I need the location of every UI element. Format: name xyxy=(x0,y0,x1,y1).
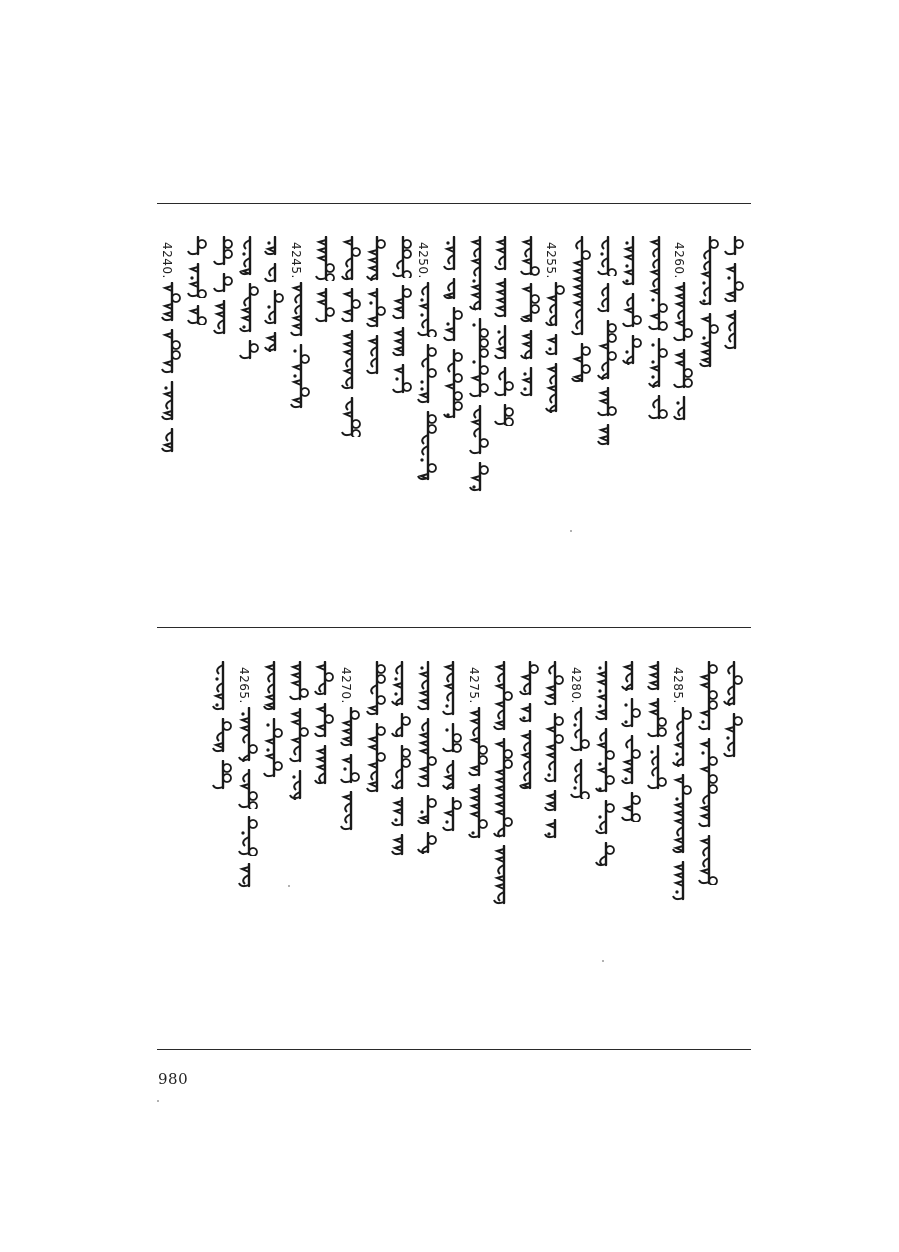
scan-speck xyxy=(602,960,604,962)
top-rule xyxy=(157,203,751,204)
mongolian-script-word xyxy=(416,411,438,481)
mongolian-script-word xyxy=(391,285,413,320)
mongolian-script-word xyxy=(569,707,591,752)
mongolian-script-word xyxy=(672,349,694,389)
mongolian-script-word xyxy=(468,405,490,455)
line-number: 4245. xyxy=(289,242,303,279)
mongolian-script-word xyxy=(416,832,438,854)
mongolian-script-word xyxy=(340,236,362,281)
text-column xyxy=(289,230,313,610)
mongolian-script-word xyxy=(186,305,208,325)
mongolian-script-word xyxy=(442,278,464,300)
mongolian-script-word xyxy=(160,428,182,453)
mongolian-script-word xyxy=(390,797,412,827)
text-column xyxy=(288,655,312,1035)
text-column xyxy=(569,655,593,1035)
mongolian-script-word xyxy=(186,236,208,256)
text-column xyxy=(212,230,236,610)
mongolian-script-word xyxy=(518,661,540,696)
mongolian-script-word xyxy=(543,819,565,839)
mongolian-script-word xyxy=(620,661,642,691)
mongolian-script-word xyxy=(289,282,311,337)
mongolian-script-word xyxy=(620,735,642,785)
mongolian-script-word xyxy=(212,300,234,335)
mongolian-script-word xyxy=(646,661,668,691)
text-column xyxy=(416,230,440,610)
line-number: 4240. xyxy=(160,242,174,279)
line-number: 4280. xyxy=(569,667,583,704)
mongolian-script-word xyxy=(441,723,463,753)
page-number: 980 xyxy=(158,1070,189,1088)
mongolian-script-word xyxy=(390,713,412,738)
mongolian-script-word xyxy=(238,340,260,360)
mongolian-script-word xyxy=(722,661,744,706)
mongolian-script-word xyxy=(442,349,464,419)
mongolian-script-word xyxy=(238,236,260,276)
mongolian-script-word xyxy=(570,343,592,383)
mongolian-script-word xyxy=(493,404,515,426)
text-column xyxy=(442,230,466,610)
mongolian-script-word xyxy=(313,661,335,696)
mongolian-script-word xyxy=(340,330,362,390)
mongolian-script-word xyxy=(646,698,668,738)
mongolian-script-word xyxy=(518,703,540,723)
text-column xyxy=(313,655,337,1035)
mongolian-script-word xyxy=(365,723,387,793)
mongolian-script-word xyxy=(339,791,361,831)
mongolian-script-word xyxy=(390,745,412,790)
text-column xyxy=(519,230,543,610)
mongolian-script-word xyxy=(723,263,745,303)
lower-verse-block xyxy=(157,655,751,1045)
text-column xyxy=(365,230,389,610)
text-column xyxy=(596,230,620,610)
mongolian-script-word xyxy=(339,754,361,784)
mongolian-script-word xyxy=(519,367,541,397)
mongolian-script-word xyxy=(238,283,260,333)
mongolian-script-word xyxy=(492,661,514,731)
mongolian-script-word xyxy=(365,335,387,375)
text-column xyxy=(262,655,286,1035)
mongolian-script-word xyxy=(263,332,285,352)
mongolian-script-word xyxy=(237,863,259,888)
line-number: 4265. xyxy=(237,667,251,704)
mongolian-script-word xyxy=(416,718,438,788)
text-column xyxy=(441,655,465,1035)
mongolian-script-word xyxy=(544,282,566,327)
mongolian-script-word xyxy=(263,290,285,325)
mongolian-script-word xyxy=(211,718,233,753)
mongolian-script-word xyxy=(594,800,616,835)
mongolian-script-word xyxy=(416,661,438,711)
text-column xyxy=(698,230,722,610)
text-column xyxy=(160,230,184,610)
mongolian-script-word xyxy=(518,730,540,790)
line-number: 4270. xyxy=(339,667,353,704)
text-column xyxy=(570,230,594,610)
mongolian-script-word xyxy=(672,396,694,421)
mongolian-script-word xyxy=(723,310,745,350)
text-column xyxy=(314,230,338,610)
mongolian-script-word xyxy=(237,769,259,809)
mongolian-script-word xyxy=(212,236,234,266)
line-number: 4255. xyxy=(544,242,558,279)
mongolian-script-word xyxy=(390,834,412,856)
middle-rule xyxy=(157,627,751,628)
mongolian-script-word xyxy=(442,307,464,342)
text-column xyxy=(543,655,567,1035)
text-column xyxy=(594,655,618,1035)
mongolian-script-word xyxy=(441,797,463,832)
text-column xyxy=(211,655,235,1035)
mongolian-script-word xyxy=(313,703,335,738)
text-column xyxy=(722,655,746,1035)
text-column xyxy=(467,655,491,1035)
mongolian-script-word xyxy=(594,728,616,793)
mongolian-script-word xyxy=(671,707,693,767)
mongolian-script-word xyxy=(722,713,744,758)
mongolian-script-word xyxy=(672,282,694,342)
text-column xyxy=(365,655,389,1035)
mongolian-script-word xyxy=(416,344,438,404)
mongolian-script-word xyxy=(723,236,745,256)
mongolian-script-word xyxy=(543,790,565,812)
mongolian-script-word xyxy=(160,282,182,322)
text-column xyxy=(492,655,516,1035)
mongolian-script-word xyxy=(493,325,515,360)
mongolian-script-word xyxy=(288,770,310,800)
mongolian-script-word xyxy=(365,661,387,716)
mongolian-script-word xyxy=(340,288,362,323)
mongolian-script-word xyxy=(289,344,311,409)
mongolian-script-word xyxy=(621,236,643,286)
mongolian-script-word xyxy=(237,707,259,762)
mongolian-script-word xyxy=(211,661,233,711)
mongolian-script-word xyxy=(314,236,336,281)
mongolian-script-word xyxy=(288,708,310,763)
mongolian-script-word xyxy=(314,288,336,323)
mongolian-script-word xyxy=(467,784,489,839)
line-number: 4285. xyxy=(671,667,685,704)
text-column xyxy=(518,655,542,1035)
mongolian-script-word xyxy=(621,335,643,365)
text-column xyxy=(340,230,364,610)
text-column xyxy=(697,655,721,1035)
mongolian-script-word xyxy=(519,236,541,276)
scan-speck xyxy=(570,530,572,532)
text-column xyxy=(238,230,262,610)
mongolian-script-word xyxy=(544,334,566,356)
mongolian-script-word xyxy=(288,661,310,701)
line-number: 4275. xyxy=(467,667,481,704)
mongolian-script-word xyxy=(519,330,541,360)
mongolian-script-word xyxy=(237,816,259,856)
mongolian-script-word xyxy=(262,718,284,778)
mongolian-script-word xyxy=(647,395,669,420)
mongolian-script-word xyxy=(519,283,541,323)
mongolian-script-word xyxy=(671,861,693,901)
mongolian-script-word xyxy=(569,759,591,799)
mongolian-script-word xyxy=(596,424,618,446)
mongolian-script-word xyxy=(594,661,616,721)
mongolian-script-word xyxy=(493,367,515,397)
text-column xyxy=(339,655,363,1035)
mongolian-script-word xyxy=(468,318,490,398)
mongolian-script-word xyxy=(596,320,618,380)
mongolian-script-word xyxy=(416,795,438,825)
text-column xyxy=(671,655,695,1035)
mongolian-script-word xyxy=(543,713,565,783)
mongolian-script-word xyxy=(467,707,489,777)
scan-speck xyxy=(157,1100,159,1102)
line-number: 4250. xyxy=(416,242,430,279)
mongolian-script-word xyxy=(594,842,616,867)
mongolian-script-word xyxy=(441,661,463,716)
text-column xyxy=(646,655,670,1035)
mongolian-script-word xyxy=(391,236,413,278)
mongolian-script-word xyxy=(620,792,642,822)
upper-verse-block xyxy=(157,230,751,620)
mongolian-script-word xyxy=(212,273,234,293)
mongolian-script-word xyxy=(697,661,719,731)
text-column xyxy=(468,230,492,610)
mongolian-script-word xyxy=(365,236,387,281)
mongolian-script-word xyxy=(493,278,515,318)
mongolian-script-word xyxy=(492,738,514,838)
mongolian-script-word xyxy=(313,745,335,785)
mongolian-script-word xyxy=(698,313,720,368)
mongolian-script-word xyxy=(390,661,412,706)
mongolian-script-word xyxy=(391,364,413,394)
text-column xyxy=(390,655,414,1035)
mongolian-script-word xyxy=(492,845,514,905)
mongolian-script-word xyxy=(262,661,284,711)
mongolian-script-word xyxy=(263,263,285,283)
text-column xyxy=(621,230,645,610)
mongolian-script-word xyxy=(620,698,642,728)
bottom-rule xyxy=(157,1049,751,1050)
mongolian-script-word xyxy=(186,263,208,298)
mongolian-script-word xyxy=(596,236,618,276)
mongolian-script-word xyxy=(544,363,566,413)
mongolian-script-word xyxy=(391,327,413,357)
mongolian-script-word xyxy=(647,338,669,388)
mongolian-script-word xyxy=(263,236,285,256)
text-column xyxy=(391,230,415,610)
mongolian-script-word xyxy=(493,236,515,271)
mongolian-script-word xyxy=(543,661,565,706)
text-column xyxy=(723,230,747,610)
mongolian-script-word xyxy=(621,293,643,328)
text-column xyxy=(672,230,696,610)
mongolian-script-word xyxy=(339,707,361,747)
mongolian-script-word xyxy=(697,835,719,885)
mongolian-script-word xyxy=(570,236,592,336)
mongolian-script-word xyxy=(441,760,463,790)
mongolian-script-word xyxy=(340,397,362,437)
text-column xyxy=(647,230,671,610)
mongolian-script-word xyxy=(646,745,668,790)
mongolian-script-word xyxy=(442,236,464,271)
text-column xyxy=(186,230,210,610)
mongolian-script-word xyxy=(365,288,387,328)
text-column xyxy=(263,230,287,610)
line-number: 4260. xyxy=(672,242,686,279)
mongolian-script-word xyxy=(468,462,490,492)
mongolian-script-word xyxy=(416,282,438,337)
text-column xyxy=(544,230,568,610)
text-column xyxy=(493,230,517,610)
mongolian-script-word xyxy=(468,236,490,311)
mongolian-script-word xyxy=(596,283,618,313)
mongolian-script-word xyxy=(671,774,693,854)
mongolian-script-word xyxy=(596,387,618,417)
mongolian-script-word xyxy=(647,236,669,331)
text-column xyxy=(237,655,261,1035)
mongolian-script-word xyxy=(697,738,719,828)
mongolian-script-word xyxy=(160,381,182,421)
scan-speck xyxy=(288,885,290,887)
mongolian-script-word xyxy=(160,329,182,374)
mongolian-script-word xyxy=(211,760,233,790)
mongolian-script-word xyxy=(698,236,720,306)
text-column xyxy=(416,655,440,1035)
text-column xyxy=(620,655,644,1035)
